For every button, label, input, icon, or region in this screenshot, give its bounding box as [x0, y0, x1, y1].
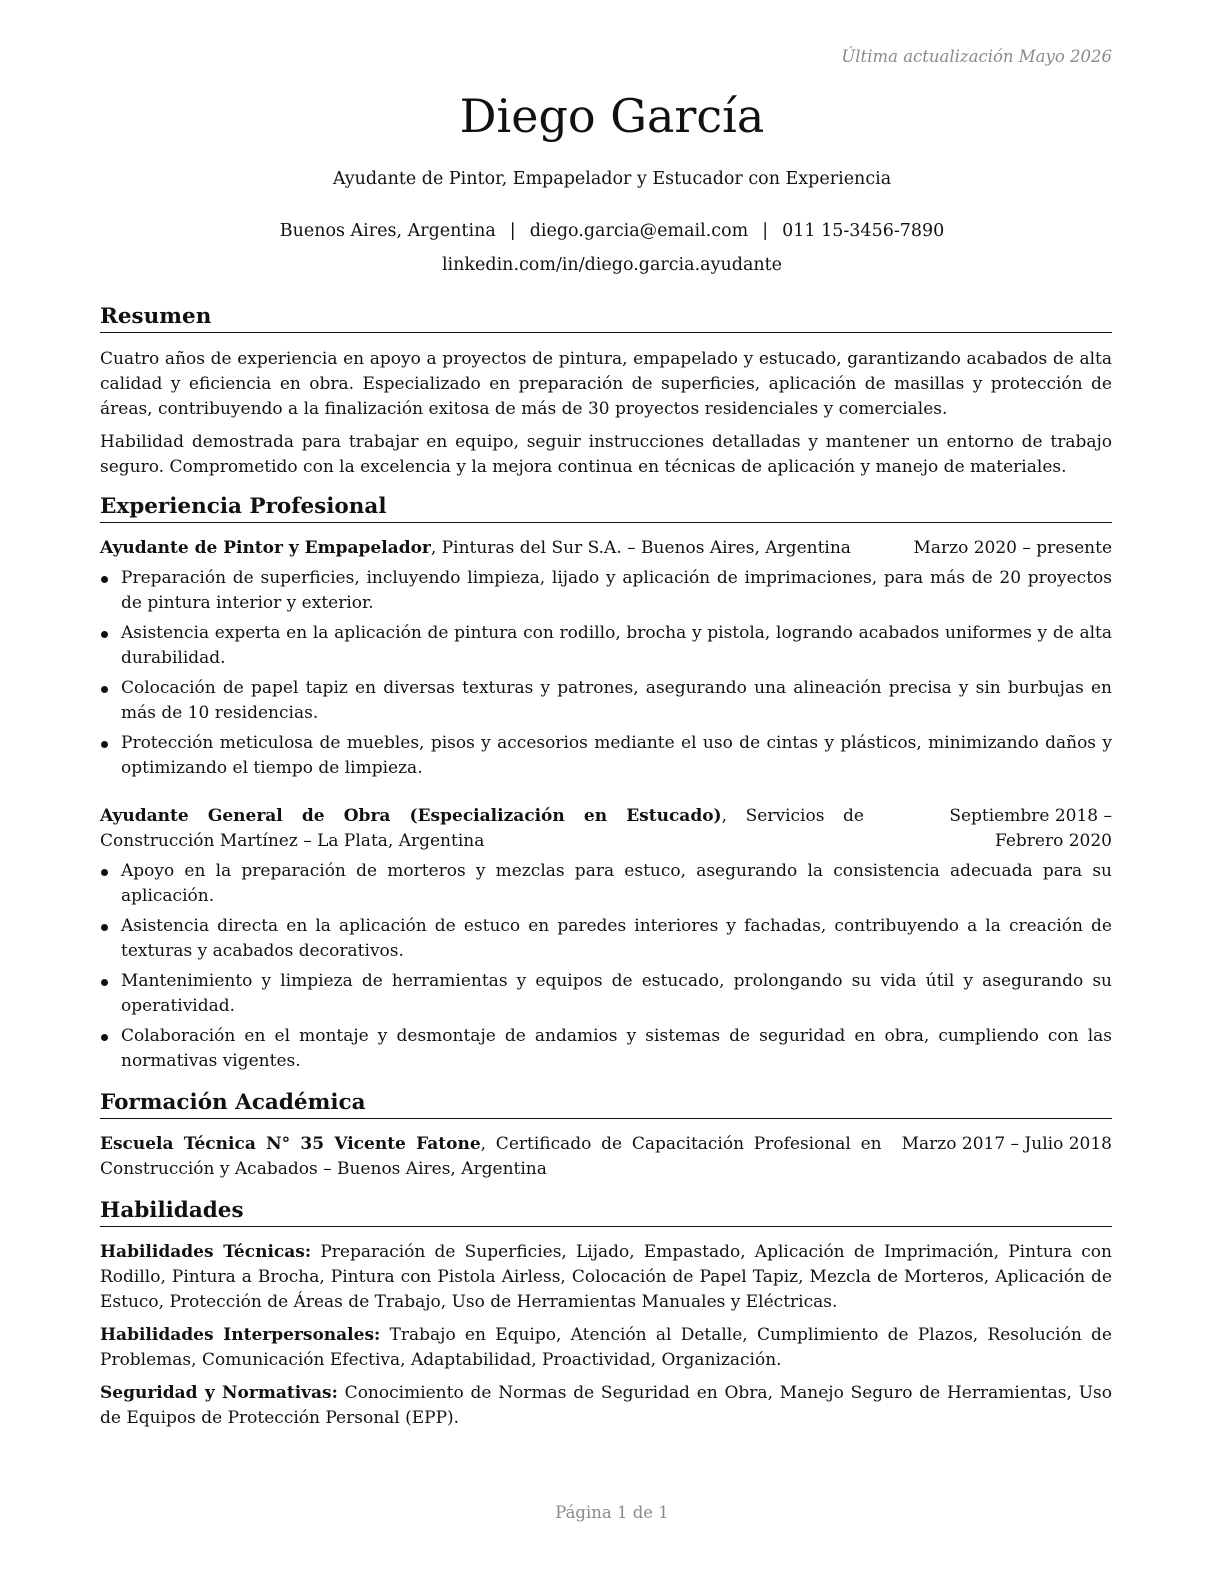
bullet-icon: [101, 576, 108, 583]
job-org: , Pinturas del Sur S.A. – Buenos Aires, Argentina: [430, 538, 851, 558]
summary-section: [100, 302, 1112, 480]
section-title: Habilidades: [100, 1196, 1112, 1227]
resume-body: [100, 302, 1112, 1431]
bullet-text: Protección meticulosa de muebles, pisos y accesorios mediante el uso de cintas y plásticos, minimizando daños y optimizando el tiempo de limpieza.: [121, 733, 1112, 778]
list-item: [100, 1024, 1112, 1074]
bullet-icon: [101, 1034, 108, 1041]
job-entry: [100, 804, 1112, 1074]
list-item: [100, 914, 1112, 964]
list-item: [100, 676, 1112, 726]
skill-text: Trabajo en Equipo, Atención al Detalle, Cumplimiento de Plazos, Resolución de Problemas, Comunicación Efectiva, Adaptabilidad, Proactividad, Organización.: [100, 1325, 1112, 1370]
job-header: [100, 804, 1112, 854]
skills-section: [100, 1196, 1112, 1431]
location: Buenos Aires, Argentina: [279, 221, 496, 241]
skill-text: Conocimiento de Normas de Seguridad en Obra, Manejo Seguro de Herramientas, Uso de Equipos de Protección Personal (EPP).: [100, 1383, 1112, 1428]
contact-line: [0, 219, 1224, 244]
separator: |: [509, 221, 516, 241]
list-item: [100, 731, 1112, 781]
phone: 011 15-3456-7890: [782, 221, 945, 241]
education-section: [100, 1088, 1112, 1182]
education-detail: , Certificado de Capacitación Profesional en Construcción y Acabados – Buenos Aires, Argentina: [100, 1134, 882, 1179]
job-bullets: [100, 859, 1112, 1074]
bullet-icon: [101, 979, 108, 986]
bullet-text: Colaboración en el montaje y desmontaje de andamios y sistemas de seguridad en obra, cumpliendo con las normativas vigentes.: [121, 1026, 1112, 1071]
summary-paragraph: Habilidad demostrada para trabajar en equipo, seguir instrucciones detalladas y mantener un entorno de trabajo seguro. Comprometido con la excelencia y la mejora continua en técnicas de aplicación y manejo de materiales.: [100, 432, 1112, 477]
job-entry: [100, 536, 1112, 781]
education-line: [100, 1132, 882, 1182]
skill-text: Preparación de Superficies, Lijado, Empastado, Aplicación de Imprimación, Pintura con Rodillo, Pintura a Brocha, Pintura con Pistola Airless, Colocación de Papel Tapiz, Mezcla de Morteros, Aplicación de Estuco, Protección de Áreas de Trabajo, Uso de Herramientas Manuales y Eléctricas.: [100, 1242, 1112, 1312]
bullet-icon: [101, 631, 108, 638]
bullet-icon: [101, 869, 108, 876]
school-name: Escuela Técnica N° 35 Vicente Fatone: [100, 1134, 481, 1154]
bullet-text: Asistencia directa en la aplicación de estuco en paredes interiores y fachadas, contribuyendo a la creación de texturas y acabados decorativos.: [121, 916, 1112, 961]
education-dates: Marzo 2017 – Julio 2018: [901, 1134, 1112, 1154]
list-item: [100, 621, 1112, 671]
email-link[interactable]: diego.garcia@email.com: [529, 221, 749, 241]
last-updated: Última actualización Mayo 2026: [841, 47, 1112, 66]
candidate-name: Diego García: [459, 89, 765, 143]
section-title: Experiencia Profesional: [100, 492, 1112, 523]
section-title: Formación Académica: [100, 1088, 1112, 1119]
list-item: [100, 859, 1112, 909]
bullet-text: Asistencia experta en la aplicación de pintura con rodillo, brocha y pistola, logrando acabados uniformes y de alta durabilidad.: [121, 623, 1112, 668]
page-number: Página 1 de 1: [555, 1503, 669, 1522]
experience-section: [100, 492, 1112, 1074]
education-entry: [100, 1132, 1112, 1182]
bullet-icon: [101, 686, 108, 693]
bullet-icon: [101, 924, 108, 931]
bullet-text: Apoyo en la preparación de morteros y mezclas para estuco, asegurando la consistencia adecuada para su aplicación.: [121, 861, 1112, 906]
job-dates: Marzo 2020 – presente: [913, 538, 1112, 558]
bullet-text: Preparación de superficies, incluyendo limpieza, lijado y aplicación de imprimaciones, para más de 20 proyectos de pintura interior y exterior.: [121, 568, 1112, 613]
job-title-line: [100, 804, 864, 854]
bullet-text: Colocación de papel tapiz en diversas texturas y patrones, asegurando una alineación precisa y sin burbujas en más de 10 residencias.: [121, 678, 1112, 723]
bullet-text: Mantenimiento y limpieza de herramientas y equipos de estucado, prolongando su vida útil y asegurando su operatividad.: [121, 971, 1112, 1016]
list-item: [100, 969, 1112, 1019]
summary-paragraph: Cuatro años de experiencia en apoyo a proyectos de pintura, empapelado y estucado, garantizando acabados de alta calidad y eficiencia en obra. Especializado en preparación de superficies, aplicación de masillas y protección de áreas, contribuyendo a la finalización exitosa de más de 30 proyectos residenciales y comerciales.: [100, 349, 1112, 419]
linkedin-link[interactable]: linkedin.com/in/diego.garcia.ayudante: [441, 255, 783, 275]
separator: |: [762, 221, 769, 241]
skill-label: Seguridad y Normativas:: [100, 1383, 338, 1403]
job-title-line: [100, 536, 901, 561]
job-header: [100, 536, 1112, 561]
skill-group: [100, 1381, 1112, 1431]
skill-group: [100, 1323, 1112, 1373]
job-dates: Septiembre 2018 – Febrero 2020: [949, 806, 1112, 851]
skill-group: [100, 1240, 1112, 1315]
skill-label: Habilidades Interpersonales:: [100, 1325, 381, 1345]
job-bullets: [100, 566, 1112, 781]
list-item: [100, 566, 1112, 616]
job-role: Ayudante General de Obra (Especialización en Estucado): [100, 806, 722, 826]
tagline: Ayudante de Pintor, Empapelador y Estucador con Experiencia: [332, 169, 892, 189]
job-org: , Servicios de Construcción Martínez – La Plata, Argentina: [100, 806, 864, 851]
job-role: Ayudante de Pintor y Empapelador: [100, 538, 431, 558]
section-title: Resumen: [100, 302, 1112, 333]
skill-label: Habilidades Técnicas:: [100, 1242, 312, 1262]
bullet-icon: [101, 741, 108, 748]
